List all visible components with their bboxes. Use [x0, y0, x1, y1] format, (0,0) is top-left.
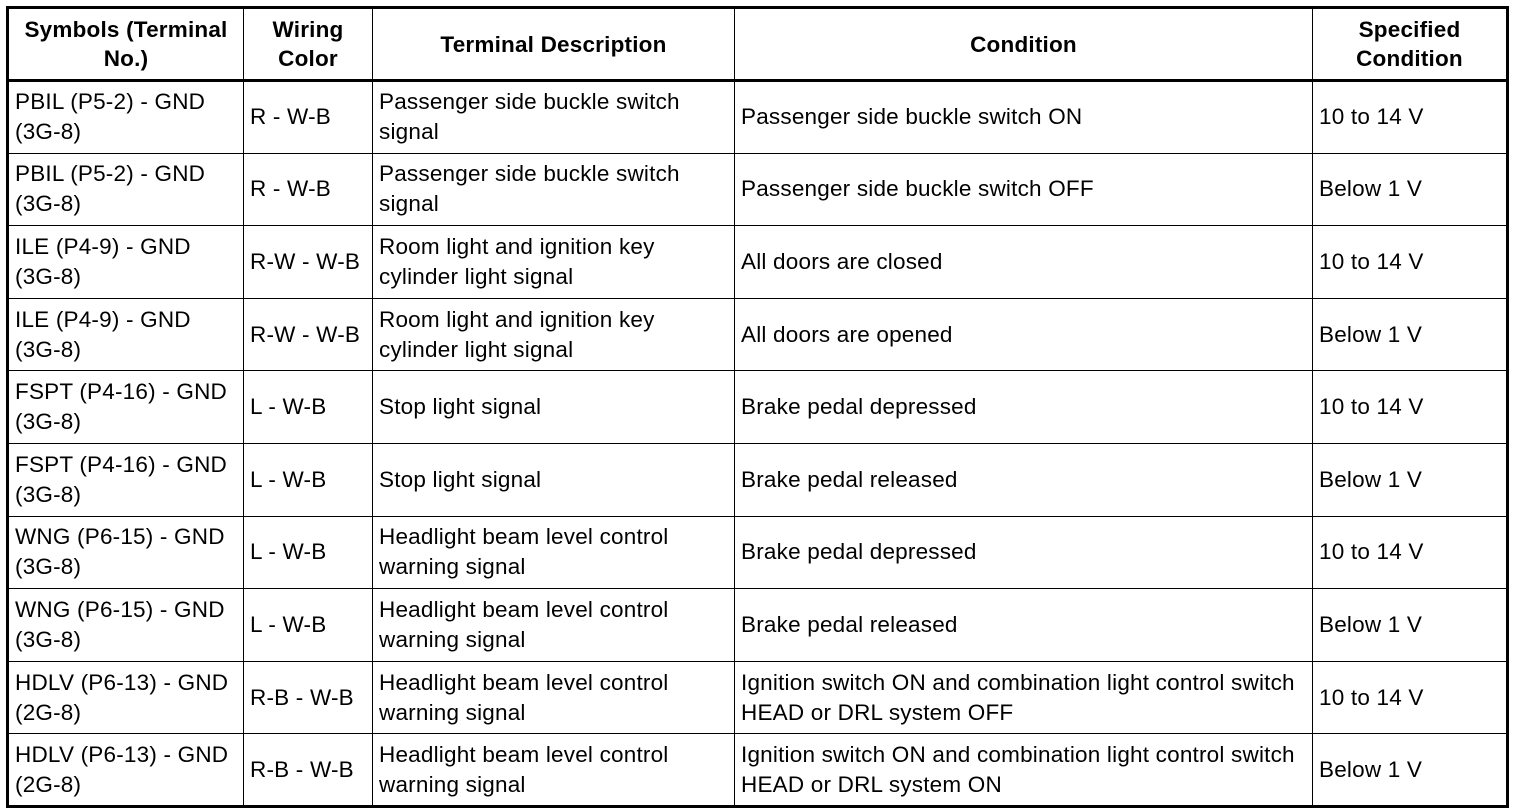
table-row [8, 516, 1508, 589]
table-row [8, 734, 1508, 807]
cell-symbol: WNG (P6-15) - GND (3G-8) [8, 516, 244, 589]
table-row [8, 298, 1508, 371]
cell-specified: Below 1 V [1313, 589, 1508, 662]
cell-specified: 10 to 14 V [1313, 81, 1508, 154]
cell-symbol: ILE (P4-9) - GND (3G-8) [8, 298, 244, 371]
cell-condition: Passenger side buckle switch ON [735, 81, 1313, 154]
cell-condition: Passenger side buckle switch OFF [735, 153, 1313, 226]
cell-specified: 10 to 14 V [1313, 516, 1508, 589]
cell-symbol: PBIL (P5-2) - GND (3G-8) [8, 153, 244, 226]
cell-specified: Below 1 V [1313, 734, 1508, 807]
table-row [8, 443, 1508, 516]
cell-wiring-color: L - W-B [244, 589, 373, 662]
cell-description: Passenger side buckle switch signal [373, 81, 735, 154]
cell-condition: Brake pedal depressed [735, 371, 1313, 444]
cell-description: Room light and ignition key cylinder light signal [373, 298, 735, 371]
cell-condition: Brake pedal depressed [735, 516, 1313, 589]
cell-symbol: ILE (P4-9) - GND (3G-8) [8, 226, 244, 299]
table-row [8, 589, 1508, 662]
cell-specified: Below 1 V [1313, 153, 1508, 226]
cell-description: Room light and ignition key cylinder light signal [373, 226, 735, 299]
header-wiring-color: Wiring Color [244, 8, 373, 81]
table-row [8, 371, 1508, 444]
cell-specified: 10 to 14 V [1313, 226, 1508, 299]
cell-description: Headlight beam level control warning signal [373, 661, 735, 734]
cell-wiring-color: L - W-B [244, 443, 373, 516]
cell-specified: 10 to 14 V [1313, 371, 1508, 444]
cell-wiring-color: R - W-B [244, 153, 373, 226]
cell-condition: Brake pedal released [735, 443, 1313, 516]
table-row [8, 661, 1508, 734]
cell-wiring-color: R-B - W-B [244, 734, 373, 807]
table-row [8, 153, 1508, 226]
cell-description: Headlight beam level control warning signal [373, 734, 735, 807]
cell-specified: Below 1 V [1313, 298, 1508, 371]
table-row [8, 81, 1508, 154]
terminal-table-container [6, 6, 1506, 802]
header-specified-condition: Specified Condition [1313, 8, 1508, 81]
cell-description: Passenger side buckle switch signal [373, 153, 735, 226]
cell-description: Stop light signal [373, 443, 735, 516]
cell-symbol: WNG (P6-15) - GND (3G-8) [8, 589, 244, 662]
header-symbols: Symbols (Terminal No.) [8, 8, 244, 81]
table-header-row [8, 8, 1508, 81]
cell-wiring-color: R-B - W-B [244, 661, 373, 734]
cell-symbol: FSPT (P4-16) - GND (3G-8) [8, 371, 244, 444]
cell-condition: All doors are closed [735, 226, 1313, 299]
cell-description: Headlight beam level control warning signal [373, 589, 735, 662]
table-row [8, 226, 1508, 299]
cell-description: Headlight beam level control warning signal [373, 516, 735, 589]
header-terminal-description: Terminal Description [373, 8, 735, 81]
terminal-inspection-table [6, 6, 1509, 808]
cell-condition: Ignition switch ON and combination light control switch HEAD or DRL system ON [735, 734, 1313, 807]
cell-symbol: HDLV (P6-13) - GND (2G-8) [8, 734, 244, 807]
cell-wiring-color: R - W-B [244, 81, 373, 154]
cell-symbol: FSPT (P4-16) - GND (3G-8) [8, 443, 244, 516]
cell-condition: Ignition switch ON and combination light control switch HEAD or DRL system OFF [735, 661, 1313, 734]
header-condition: Condition [735, 8, 1313, 81]
cell-wiring-color: L - W-B [244, 371, 373, 444]
cell-symbol: HDLV (P6-13) - GND (2G-8) [8, 661, 244, 734]
cell-specified: Below 1 V [1313, 443, 1508, 516]
cell-condition: All doors are opened [735, 298, 1313, 371]
cell-description: Stop light signal [373, 371, 735, 444]
cell-specified: 10 to 14 V [1313, 661, 1508, 734]
cell-wiring-color: L - W-B [244, 516, 373, 589]
cell-wiring-color: R-W - W-B [244, 226, 373, 299]
cell-condition: Brake pedal released [735, 589, 1313, 662]
cell-wiring-color: R-W - W-B [244, 298, 373, 371]
cell-symbol: PBIL (P5-2) - GND (3G-8) [8, 81, 244, 154]
